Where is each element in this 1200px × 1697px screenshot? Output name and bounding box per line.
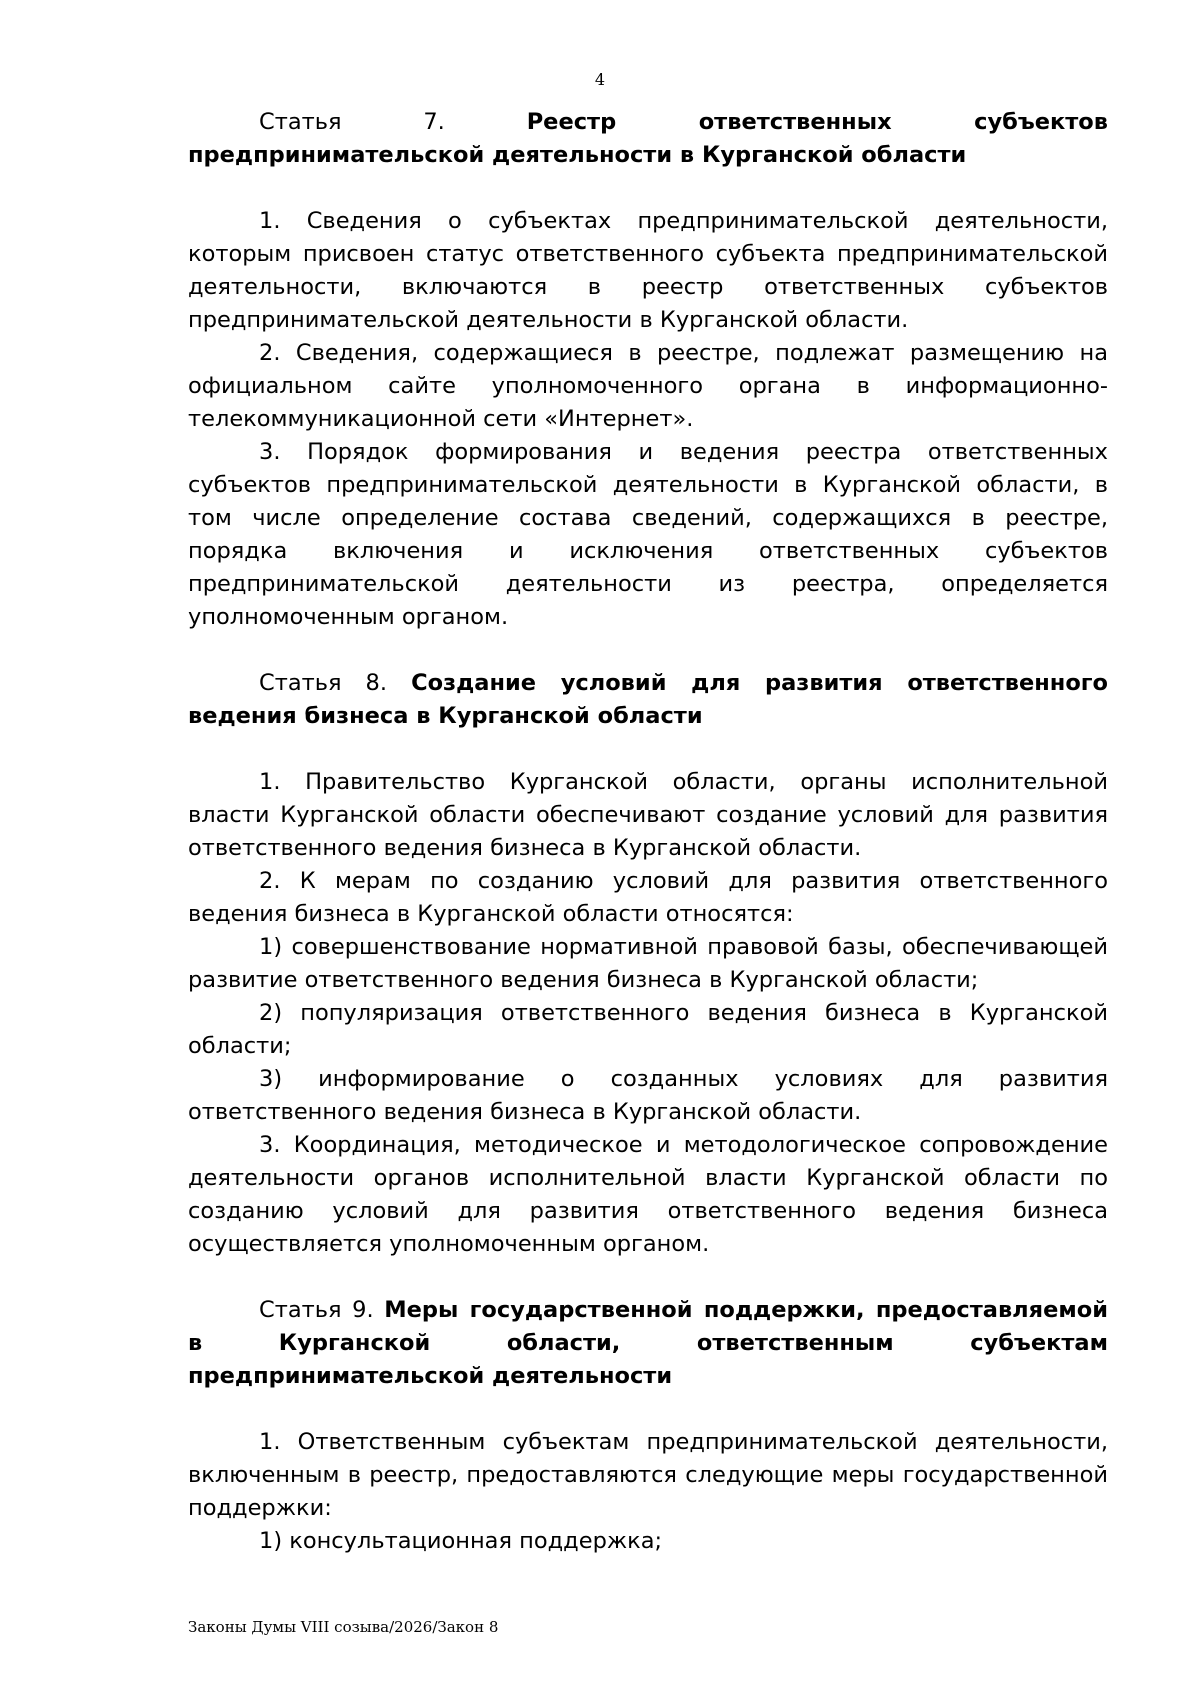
article-paragraph: 2. К мерам по созданию условий для развития ответственного ведения бизнеса в Курганской области относятся: xyxy=(188,868,1108,927)
document-body xyxy=(188,106,1108,1558)
article-list-item: 3) информирование о созданных условиях для развития ответственного ведения бизнеса в Курганской области. xyxy=(188,1066,1108,1125)
article-7-heading xyxy=(188,106,1108,172)
article-title: Реестр ответственных субъектов предпринимательской деятельности в Курганской области xyxy=(188,109,1108,168)
article-8-heading xyxy=(188,667,1108,733)
document-footer: Законы Думы VIII созыва/2026/Закон 8 xyxy=(188,1618,499,1636)
article-paragraph: 3. Координация, методическое и методологическое сопровождение деятельности органов исполнительной власти Курганской области по созданию условий для развития ответственного ведения бизнеса осуществляется уполномоченным органом. xyxy=(188,1132,1108,1257)
article-list-item: 1) консультационная поддержка; xyxy=(259,1528,663,1554)
article-list-item: 2) популяризация ответственного ведения бизнеса в Курганской области; xyxy=(188,1000,1108,1059)
article-list-item: 1) совершенствование нормативной правовой базы, обеспечивающей развитие ответственного ведения бизнеса в Курганской области; xyxy=(188,934,1108,993)
article-9-heading xyxy=(188,1294,1108,1393)
article-title: Меры государственной поддержки, предоставляемой в Курганской области, ответственным субъектам предпринимательской деятельности xyxy=(188,1297,1108,1389)
article-paragraph: 1. Ответственным субъектам предпринимательской деятельности, включенным в реестр, предоставляются следующие меры государственной поддержки: xyxy=(188,1429,1108,1521)
page-number: 4 xyxy=(594,70,606,89)
article-label: Статья 9. xyxy=(259,1297,374,1323)
article-label: Статья 8. xyxy=(259,670,388,696)
article-title: Создание условий для развития ответственного ведения бизнеса в Курганской области xyxy=(188,670,1108,729)
article-paragraph: 1. Сведения о субъектах предпринимательской деятельности, которым присвоен статус ответственного субъекта предпринимательской деятельности, включаются в реестр ответственных субъектов предпринимательской деятельности в Курганской области. xyxy=(188,208,1108,333)
article-paragraph: 2. Сведения, содержащиеся в реестре, подлежат размещению на официальном сайте уполномоченного органа в информационно-телекоммуникационной сети «Интернет». xyxy=(188,340,1108,432)
article-paragraph: 3. Порядок формирования и ведения реестра ответственных субъектов предпринимательской деятельности в Курганской области, в том числе определение состава сведений, содержащихся в реестре, порядка включения и исключения ответственных субъектов предпринимательской деятельности из реестра, определяется уполномоченным органом. xyxy=(188,439,1108,630)
article-label: Статья 7. xyxy=(259,109,445,135)
article-paragraph: 1. Правительство Курганской области, органы исполнительной власти Курганской области обеспечивают создание условий для развития ответственного ведения бизнеса в Курганской области. xyxy=(188,769,1108,861)
